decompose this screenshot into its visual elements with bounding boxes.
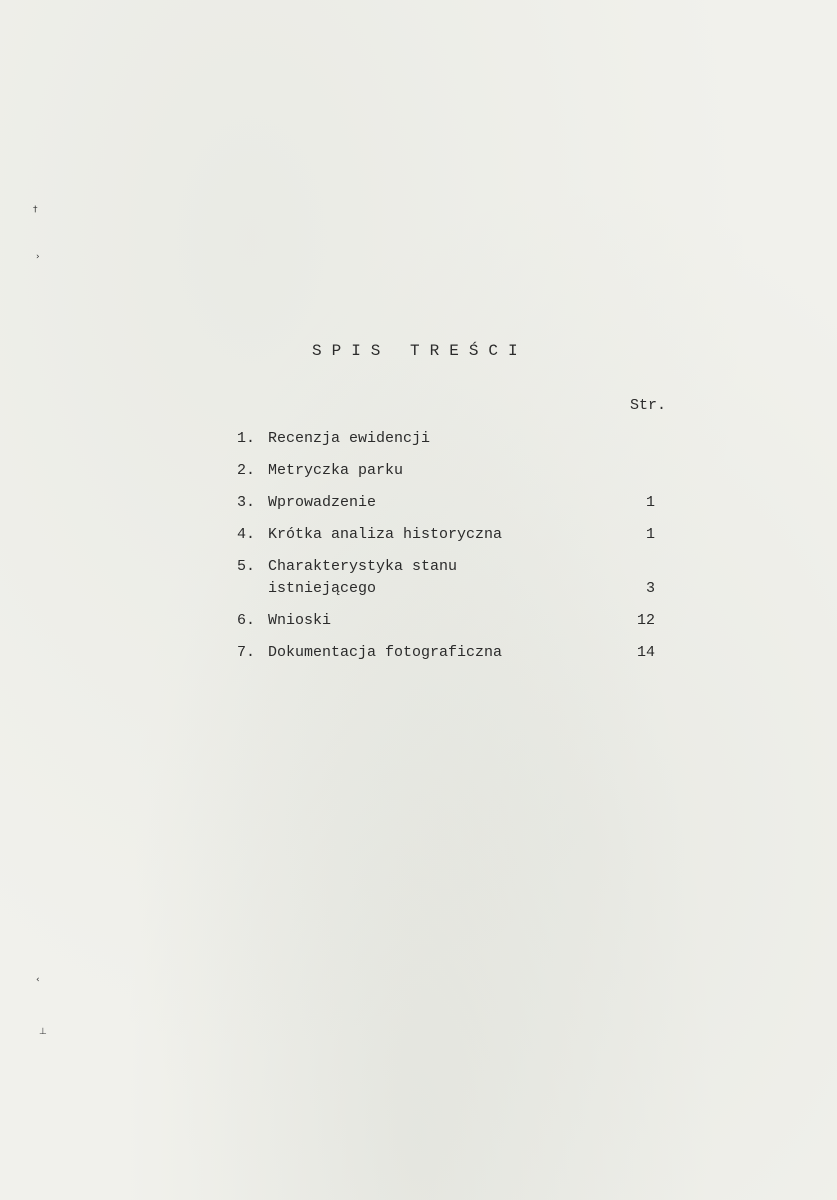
toc-entry-text: Recenzja ewidencji <box>268 430 431 447</box>
margin-mark: ⊥ <box>39 1027 47 1037</box>
margin-mark: › <box>36 252 40 262</box>
toc-entry-text: Krótka analiza historyczna <box>268 526 503 543</box>
toc-entry-text: Dokumentacja fotograficzna <box>268 644 503 661</box>
toc-entry <box>237 610 667 632</box>
page-title: S P I S T R E Ś C I <box>312 342 518 360</box>
margin-mark: † <box>33 205 38 215</box>
toc-entry-number: 4. <box>237 526 256 543</box>
toc-entry <box>237 460 667 482</box>
table-of-contents <box>237 428 667 674</box>
toc-entry-text: Charakterystyka stanu <box>268 558 458 575</box>
margin-mark: ‹ <box>36 975 40 985</box>
toc-entry-text: Metryczka parku <box>268 462 404 479</box>
toc-entry-number: 5. <box>237 558 256 575</box>
toc-entry <box>237 556 667 600</box>
toc-entry-continuation: istniejącego <box>268 580 377 597</box>
toc-entry-page: 14 <box>636 644 655 661</box>
toc-entry-number: 3. <box>237 494 256 511</box>
toc-entry-page: 1 <box>645 526 655 543</box>
toc-entry-page: 1 <box>645 494 655 511</box>
toc-entry-number: 6. <box>237 612 256 629</box>
page-column-label: Str. <box>630 397 667 414</box>
toc-entry-text: Wprowadzenie <box>268 494 377 511</box>
toc-entry-number: 7. <box>237 644 256 661</box>
toc-entry-number: 1. <box>237 430 256 447</box>
toc-entry-text: Wnioski <box>268 612 332 629</box>
toc-entry <box>237 524 667 546</box>
toc-entry-page: 3 <box>645 580 655 597</box>
toc-entry-number: 2. <box>237 462 256 479</box>
toc-entry <box>237 642 667 664</box>
toc-entry <box>237 428 667 450</box>
toc-entry <box>237 492 667 514</box>
toc-entry-page: 12 <box>636 612 655 629</box>
